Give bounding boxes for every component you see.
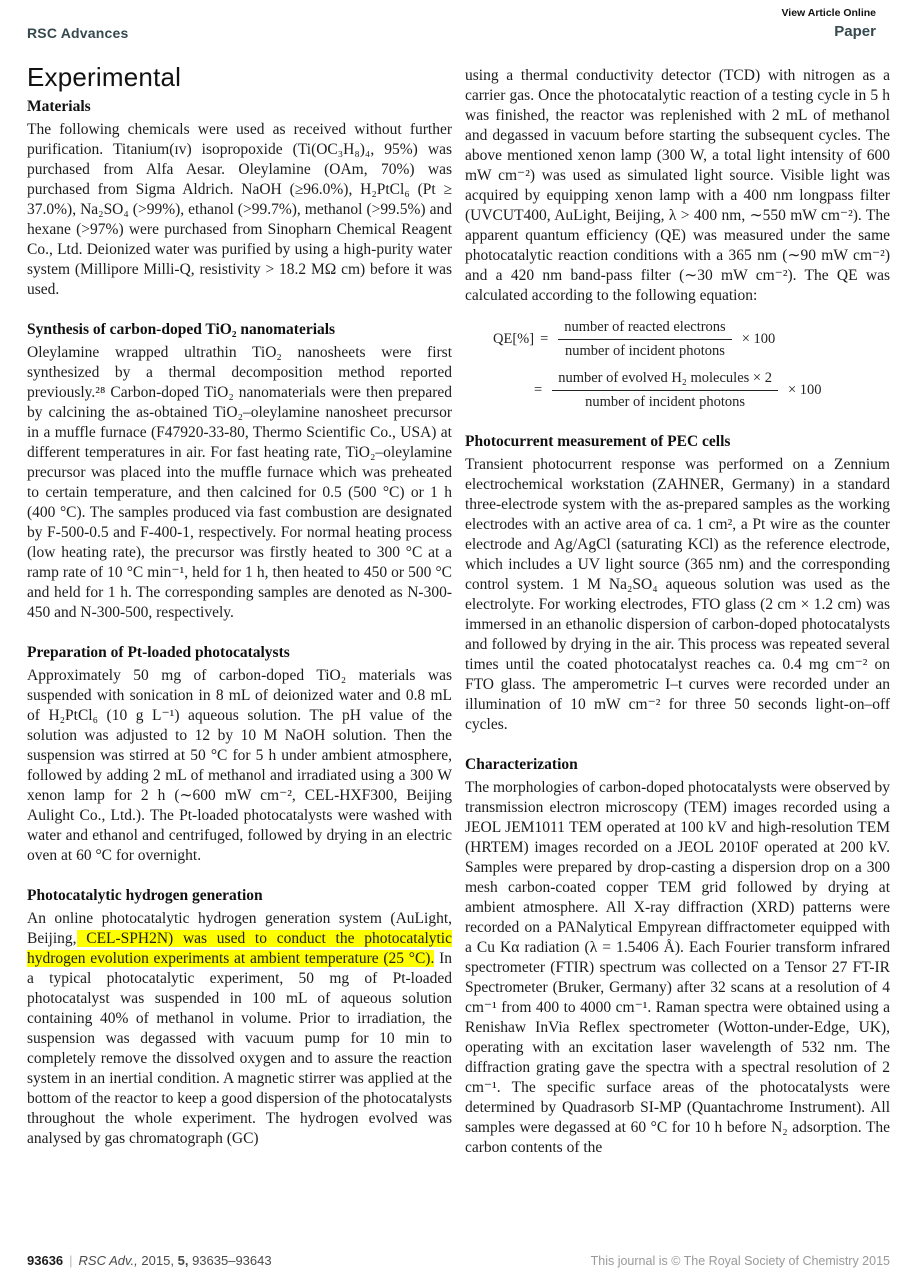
section-photocurrent <box>465 434 890 735</box>
fraction-1-denominator: number of incident photons <box>565 343 725 359</box>
fraction-1-numerator: number of reacted electrons <box>558 318 731 340</box>
footer-year: 2015, <box>141 1253 174 1268</box>
equation-line-2 <box>465 369 890 412</box>
section-hydrogen-generation <box>27 888 452 1149</box>
photocurrent-paragraph: Transient photocurrent response was performed on a Zennium electrochemical workstation (ZAHNER, Germany) in a standard three-electrode system with the as-prepared samples as the working electrodes with an active area of ca. 1 cm², a Pt wire as the counter electrode and Ag/AgCl (saturating KCl) as the reference electrode, which includes a UV light source (365 nm) and the corresponding control system. 1 M Na₂SO₄ aqueous solution was used as the electrolyte. For working electrodes, FTO glass (2 cm × 1.2 cm) was immersed in an ethanolic dispersion of carbon-doped photocatalysts and followed by drying in the air. This process was repeated several times until the coated photocatalyst reaches ca. 0.4 mg cm⁻² on FTO glass. The amperometric I–t curves were recorded under an illumination of 10 mW cm⁻² for three 50 seconds light-on–off cycles. <box>465 456 890 733</box>
view-article-online-link[interactable]: View Article Online <box>781 7 876 19</box>
characterization-paragraph: The morphologies of carbon-doped photocatalysts were observed by transmission electron microscopy (TEM) images recorded using a JEOL JEM1011 TEM operated at 100 kV and high-resolution TEM (HRTEM) images recorded on a JEOL 2010F operated at 200 kV. Samples were prepared by drop-casting a dispersion drop on a 300 mesh carbon-coated copper TEM grid followed by drying at ambient atmosphere. All X-ray diffraction (XRD) patterns were recorded on a PANalytical Empyrean diffractometer equipped with a Cu Kα radiation (λ = 1.5406 Å). Each Fourier transform infrared spectrometer (FTIR) spectrum was collected on a Tensor 27 FT-IR Spectrometer (Bruker, Germany) after 32 scans at a resolution of 4 cm⁻¹ from 400 to 4000 cm⁻¹. Raman spectra were obtained using a Renishaw InVia Reflex spectrometer (Wotton-under-Edge, UK), operating with an excitation laser wavelength of 532 nm. The diffraction grating gave the spectra with a spectral resolution of 2 cm⁻¹. The specific surface areas of the photocatalysts were determined by Quadrasorb SI-MP (Quantachrome Instrument). All samples were degassed at 60 °C for 10 h before N₂ adsorption. The carbon contents of the <box>465 779 890 1156</box>
materials-paragraph: The following chemicals were used as received without further purification. Titanium(ɪᴠ) isopropoxide (Ti(OC₃H₈)₄, 95%) was purchased from Alfa Aesar. Oleylamine (OAm, 70%) was purchased from Sigma Aldrich. NaOH (≥96.0%), H₂PtCl₆ (Pt ≥ 37.0%), Na₂SO₄ (>99%), ethanol (>99.7%), methanol (>99.5%) and hexane (>97%) were purchased from Sinopharn Chemical Reagent Co., Ltd. Deionized water was purified by using a high-purity water system (Millipore Milli-Q, resistivity > 18.2 MΩ cm) before it was used. <box>27 121 452 298</box>
two-column-body <box>27 60 890 1158</box>
footer-journal-abbrev: RSC Adv., <box>78 1253 138 1268</box>
section-heading-photocurrent: Photocurrent measurement of PEC cells <box>465 433 731 450</box>
footer-citation <box>27 1253 272 1268</box>
section-synthesis <box>27 322 452 623</box>
section-characterization <box>465 757 890 1158</box>
equals-sign-2: = <box>534 382 543 398</box>
section-heading-materials: Materials <box>27 98 91 115</box>
footer-volume: 5, <box>177 1253 189 1268</box>
section-heading-characterization: Characterization <box>465 756 578 773</box>
paragraph-text: An online photocatalytic hydrogen generation system (AuLight, Beijing, <box>27 910 452 947</box>
section-pt-loaded <box>27 645 452 866</box>
footer-separator: | <box>69 1253 73 1268</box>
equation-lhs: QE[%] <box>493 331 535 347</box>
equals-sign: = <box>540 331 549 347</box>
section-heading-pt-loaded: Preparation of Pt-loaded photocatalysts <box>27 644 290 661</box>
synthesis-paragraph: Oleylamine wrapped ultrathin TiO₂ nanosheets were first synthesized by a thermal decomposition method reported previously.²⁸ Carbon-doped TiO₂ nanomaterials were then prepared by calcining the as-obtained TiO₂–oleylamine nanosheet precursor in a muffle furnace (F47920-33-80, Thermo Scientific Co., USA) at different temperatures in air. For fast heating rate, TiO₂–oleylamine precursor was placed into the muffle furnace which was preheated to certain temperature, and then calcined for 0.5 (500 °C) or 1 h (400 °C). The samples produced via fast combustion are designated by F-500-0.5 and F-400-1, respectively. For normal heating process (low heating rate), the precursor was firstly heated to 300 °C at a ramp rate of 10 °C min⁻¹, held for 1 h, then heated to 450 or 500 °C and held for 1 h. The corresponding samples are denoted as N-300-450 and N-300-500, respectively. <box>27 344 452 621</box>
journal-name: RSC Advances <box>27 25 129 41</box>
fraction-2-denominator: number of incident photons <box>585 394 746 410</box>
footer-pages: 93635–93643 <box>192 1253 272 1268</box>
hydrogen-generation-paragraph <box>27 909 452 1149</box>
highlighted-text: CEL-SPH2N) was used to conduct the photocatalytic hydrogen evolution experiments at ambient temperature (25 °C). <box>27 930 452 967</box>
right-column <box>465 60 890 1158</box>
section-materials <box>27 99 452 300</box>
fraction-1 <box>558 318 731 361</box>
footer-page-number: 93636 <box>27 1253 64 1268</box>
left-column <box>27 60 452 1149</box>
section-heading-hydrogen-generation: Photocatalytic hydrogen generation <box>27 887 263 904</box>
footer-copyright: This journal is © The Royal Society of Chemistry 2015 <box>590 1254 890 1268</box>
paragraph-text: In a typical photocatalytic experiment, 50 mg of Pt-loaded photocatalyst was suspended in 100 mL of aqueous solution containing 40% of methanol in volume. Prior to irradiation, the suspension was degassed with vacuum pump for 10 min to completely remove the dissolved oxygen and to assure the reaction system in an inertial condition. A magnetic stirrer was applied at the bottom of the reactor to keep a good dispersion of the photocatalysts throughout the whole experiment. The hydrogen evolved was analysed by gas chromatograph (GC) <box>27 950 452 1147</box>
fraction-2 <box>552 369 778 412</box>
continued-paragraph: using a thermal conductivity detector (TCD) with nitrogen as a carrier gas. Once the photocatalytic reaction of a testing cycle in 5 h was finished, the reactor was replenished with 2 mL of methanol and degassed in vacuum before starting the subsequent cycles. The above mentioned xenon lamp (300 W, a total light intensity of 600 mW cm⁻²) was used as simulated light source. Visible light was acquired by equipping xenon lamp with a 400 nm longpass filter (UVCUT400, AuLight, Beijing, λ > 400 nm, ∼550 mW cm⁻²). The apparent quantum efficiency (QE) was measured under the same photocatalytic reaction conditions with a 365 nm (∼90 mW cm⁻²) and a 420 nm band-pass filter (∼30 mW cm⁻²). The QE was calculated according to the following equation: <box>465 67 890 304</box>
article-type-label: Paper <box>834 23 876 40</box>
equation-line-1 <box>465 318 890 361</box>
page-title: Experimental <box>27 62 182 92</box>
pt-loaded-paragraph: Approximately 50 mg of carbon-doped TiO₂ materials was suspended with sonication in 8 mL of deionized water and 0.8 mL of H₂PtCl₆ (10 g L⁻¹) aqueous solution. The pH value of the solution was adjusted to 12 by 10 M NaOH solution. Then the suspension was stirred at 50 °C for 5 h under ambient atmosphere, followed by adding 2 mL of methanol and irradiated using a 300 W xenon lamp for 2 h (∼600 mW cm⁻², CEL-HXF300, Beijing Aulight Co., Ltd.). The Pt-loaded photocatalysts were washed with water and ethanol and centrifuged, followed by drying in an electric oven at 60 °C for overnight. <box>27 667 452 864</box>
factor-2: × 100 <box>787 382 822 398</box>
quantum-efficiency-equation <box>465 318 890 412</box>
factor-1: × 100 <box>741 331 776 347</box>
section-heading-synthesis: Synthesis of carbon-doped TiO₂ nanomaterials <box>27 321 336 338</box>
fraction-2-numerator: number of evolved H₂ molecules × 2 <box>552 369 778 391</box>
